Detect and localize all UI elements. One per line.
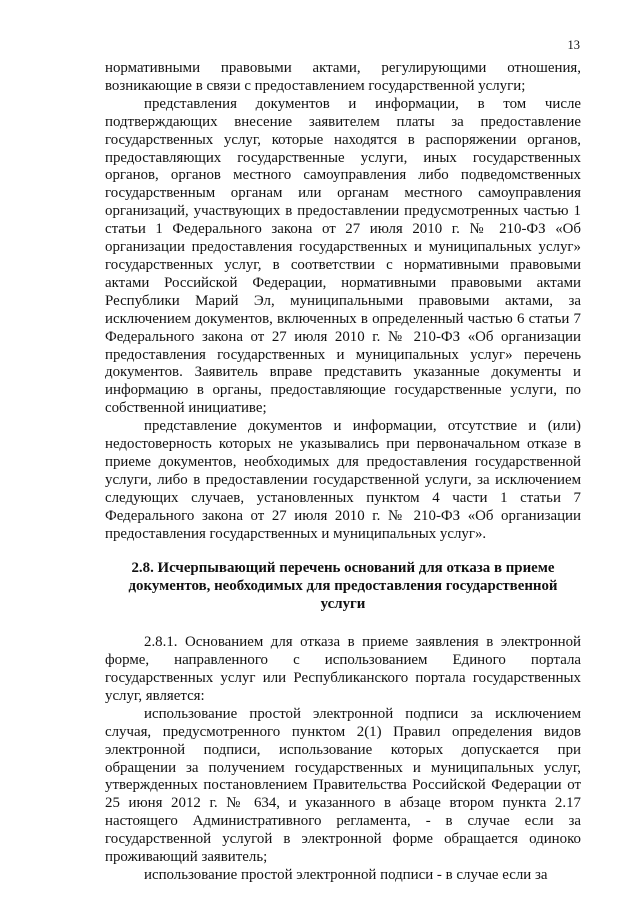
paragraph-simple-signature: использование простой электронной подписи за исключением случая, предусмотренного пунктом 2(1) Правил определения видов электронной подписи, использование которых допускается при обращении за получением государственных и муниципальных услуг, утвержденных постановлением Правительства Российской Федерации от 25 июня 2012 г. № 634, и указанного в абзаце втором пункта 2.17 настоящего Административного регламента, - в случае если за государственной услугой в электронной форме обращается одиноко проживающий заявитель; — [105, 705, 581, 866]
paragraph-unreliable-documents: представление документов и информации, отсутствие и (или) недостоверность которых не указывались при первоначальном отказе в приеме документов, необходимых для предоставления государственной услуги, либо в предоставлении государственной услуги, за исключением следующих случаев, установленных пунктом 4 части 1 статьи 7 Федерального закона от 27 июля 2010 г. № 210-ФЗ «Об организации предоставления государственных и муниципальных услуг». — [105, 418, 581, 542]
page-number: 13 — [567, 38, 580, 52]
document-body — [105, 60, 581, 885]
paragraph-documents-information: представления документов и информации, в том числе подтверждающих внесение заявителем платы за предоставление государственных услуг, которые находятся в распоряжении органов, предоставляющих государственные услуги, иных государственных органов, органов местного самоуправления либо подведомственных государственным органам или органам местного самоуправления организаций, участвующих в предоставлении предусмотренных частью 1 статьи 1 Федерального закона от 27 июля 2010 г. № 210-ФЗ «Об организации предоставления государственных и муниципальных услуг» государственных услуг, в соответствии с нормативными правовыми актами Российской Федерации, нормативными правовыми актами Республики Марий Эл, муниципальными правовыми актами, за исключением документов, включенных в определенный частью 6 статьи 7 Федерального закона от 27 июля 2010 г. № 210-ФЗ «Об организации предоставления государственных и муниципальных услуг» перечень документов. Заявитель вправе представить указанные документы и информацию в органы, предоставляющие государственные услуги, по собственной инициативе; — [105, 95, 581, 417]
paragraph-continuation: нормативными правовыми актами, регулирующими отношения, возникающие в связи с предоставлением государственной услуги; — [105, 60, 581, 94]
paragraph-2-8-1: 2.8.1. Основанием для отказа в приеме заявления в электронной форме, направленного с использованием Единого портала государственных услуг или Республиканского портала государственных услуг, является: — [105, 634, 581, 704]
paragraph-simple-signature-cont: использование простой электронной подписи - в случае если за — [144, 866, 548, 883]
section-heading-2-8: 2.8. Исчерпывающий перечень оснований для отказа в приеме документов, необходимых для предоставления государственной услуги — [128, 560, 558, 613]
